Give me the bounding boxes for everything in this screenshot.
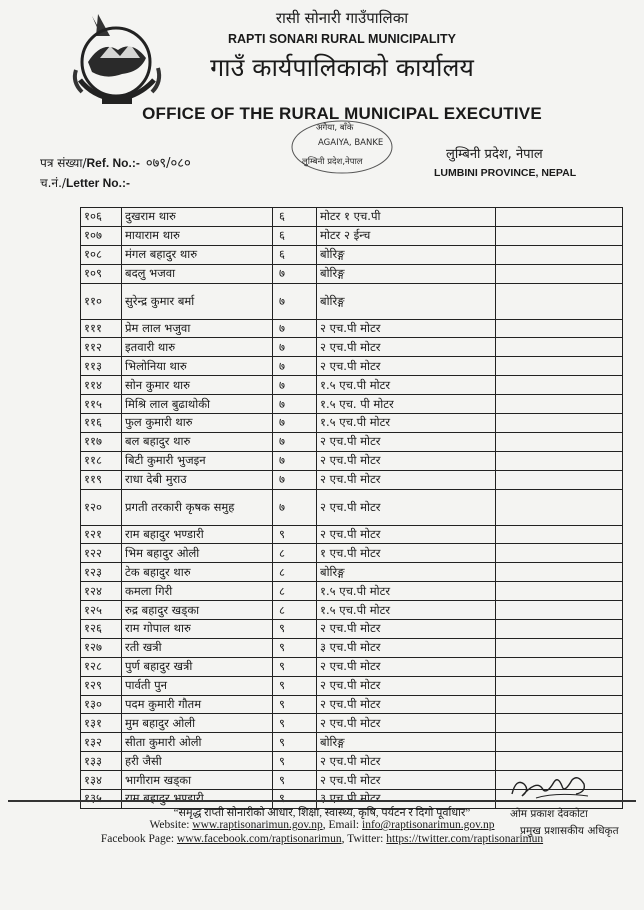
table-row	[81, 226, 623, 245]
ward-number-cell: ७	[273, 470, 317, 489]
ward-number-cell: ९	[273, 752, 317, 771]
beneficiary-name-cell: भागीराम खड्का	[122, 771, 273, 790]
serial-number-cell: १३४	[81, 771, 122, 790]
beneficiary-name-cell: भिम बहादुर ओली	[122, 544, 273, 563]
remarks-cell	[496, 451, 623, 470]
ward-number-cell: ७	[273, 264, 317, 283]
serial-number-cell: १२९	[81, 676, 122, 695]
footer-motto: “समृद्ध राप्ती सोनारीको आधार, शिक्षा, स्वास्थ्य, कृषि, पर्यटन र दिगो पूर्वाधार”	[173, 807, 471, 819]
item-cell: २ एच.पी मोटर	[317, 489, 496, 525]
serial-number-cell: १०८	[81, 245, 122, 264]
ward-number-cell: ९	[273, 525, 317, 544]
serial-number-cell: १२५	[81, 601, 122, 620]
beneficiary-name-cell: राम बहादुर भण्डारी	[122, 790, 273, 809]
signatory-title: प्रमुख प्रशासकीय अधिकृत	[520, 825, 619, 837]
serial-number-cell: १२३	[81, 563, 122, 582]
item-cell: २ एच.पी मोटर	[317, 470, 496, 489]
beneficiary-name-cell: इतवारी थारु	[122, 338, 273, 357]
serial-number-cell: १३१	[81, 714, 122, 733]
remarks-cell	[496, 245, 623, 264]
letter-label-nepali: च.नं./	[40, 176, 66, 190]
remarks-cell	[496, 226, 623, 245]
remarks-cell	[496, 414, 623, 433]
twitter-link[interactable]: https://twitter.com/raptisonarimun	[386, 833, 544, 845]
ward-number-cell: ७	[273, 319, 317, 338]
ward-number-cell: ७	[273, 376, 317, 395]
ward-number-cell: ६	[273, 208, 317, 227]
footer-social-line: Facebook Page: www.facebook.com/raptisonarimun, Twitter: https://twitter.com/raptisonarimun	[100, 833, 544, 845]
remarks-cell	[496, 489, 623, 525]
item-cell: २ एच.पी मोटर	[317, 752, 496, 771]
beneficiary-name-cell: प्रेम लाल भजुवा	[122, 319, 273, 338]
beneficiary-name-cell: सोन कुमार थारु	[122, 376, 273, 395]
ward-number-cell: ९	[273, 620, 317, 639]
beneficiary-name-cell: पुर्ण बहादुर खत्री	[122, 657, 273, 676]
ward-number-cell: ६	[273, 245, 317, 264]
facebook-label: Facebook Page:	[100, 833, 175, 845]
serial-number-cell: १११	[81, 319, 122, 338]
item-cell: बोरिङ्ग	[317, 733, 496, 752]
table-row	[81, 245, 623, 264]
remarks-cell	[496, 695, 623, 714]
website-label: Website:	[149, 819, 190, 831]
item-cell: १.५ एच.पी मोटर	[317, 601, 496, 620]
table-row	[81, 470, 623, 489]
serial-number-cell: १०९	[81, 264, 122, 283]
table-row	[81, 357, 623, 376]
footer-contact-line: Website: www.raptisonarimun.gov.np, Email: info@raptisonarimun.gov.np	[149, 819, 495, 831]
table-row	[81, 676, 623, 695]
email-label: Email:	[328, 819, 360, 831]
province-english: LUMBINI PROVINCE, NEPAL	[434, 167, 577, 179]
footer-divider	[8, 800, 636, 802]
serial-number-cell: ११६	[81, 414, 122, 433]
ward-number-cell: ९	[273, 676, 317, 695]
serial-number-cell: १२७	[81, 638, 122, 657]
ward-number-cell: ८	[273, 582, 317, 601]
twitter-label: Twitter:	[347, 833, 384, 845]
beneficiary-name-cell: रती खत्री	[122, 638, 273, 657]
item-cell: १ एच.पी मोटर	[317, 544, 496, 563]
remarks-cell	[496, 676, 623, 695]
serial-number-cell: ११३	[81, 357, 122, 376]
table-row	[81, 544, 623, 563]
ward-number-cell: ७	[273, 357, 317, 376]
stamp-line-3: लुम्बिनी प्रदेश,नेपाल	[302, 157, 363, 167]
beneficiary-name-cell: फुल कुमारी थारु	[122, 414, 273, 433]
item-cell: १.५ एच.पी मोटर	[317, 582, 496, 601]
ward-number-cell: ६	[273, 226, 317, 245]
remarks-cell	[496, 357, 623, 376]
remarks-cell	[496, 470, 623, 489]
item-cell: ३ एच.पी मोटर	[317, 790, 496, 809]
item-cell: २ एच.पी मोटर	[317, 771, 496, 790]
serial-number-cell: ११०	[81, 283, 122, 319]
ward-number-cell: ८	[273, 544, 317, 563]
remarks-cell	[496, 525, 623, 544]
table-row	[81, 582, 623, 601]
serial-number-cell: १२८	[81, 657, 122, 676]
beneficiary-name-cell: मायाराम थारु	[122, 226, 273, 245]
table-row	[81, 525, 623, 544]
serial-number-cell: १३३	[81, 752, 122, 771]
remarks-cell	[496, 338, 623, 357]
ward-number-cell: ७	[273, 451, 317, 470]
beneficiary-name-cell: पदम कुमारी गौतम	[122, 695, 273, 714]
item-cell: २ एच.पी मोटर	[317, 432, 496, 451]
ward-number-cell: ७	[273, 338, 317, 357]
table-row	[81, 620, 623, 639]
item-cell: ३ एच.पी मोटर	[317, 638, 496, 657]
beneficiary-name-cell: कमला गिरी	[122, 582, 273, 601]
item-cell: १.५ एच.पी मोटर	[317, 376, 496, 395]
serial-number-cell: १२२	[81, 544, 122, 563]
item-cell: २ एच.पी मोटर	[317, 525, 496, 544]
table-row	[81, 451, 623, 470]
item-cell: बोरिङ्ग	[317, 563, 496, 582]
beneficiary-name-cell: सुरेन्द्र कुमार बर्मा	[122, 283, 273, 319]
table-row	[81, 376, 623, 395]
item-cell: २ एच.पी मोटर	[317, 714, 496, 733]
handwritten-signature	[506, 770, 592, 804]
municipality-name-english: RAPTI SONARI RURAL MUNICIPALITY	[227, 32, 456, 46]
ward-number-cell: ९	[273, 771, 317, 790]
remarks-cell	[496, 638, 623, 657]
serial-number-cell: १२०	[81, 489, 122, 525]
serial-number-cell: ११५	[81, 395, 122, 414]
item-cell: २ एच.पी मोटर	[317, 695, 496, 714]
letter-number	[40, 174, 130, 191]
serial-number-cell: १३५	[81, 790, 122, 809]
table-row	[81, 319, 623, 338]
table-row	[81, 208, 623, 227]
serial-number-cell: १२१	[81, 525, 122, 544]
remarks-cell	[496, 752, 623, 771]
table-row	[81, 752, 623, 771]
beneficiary-name-cell: दुखराम थारु	[122, 208, 273, 227]
beneficiary-table-body	[81, 208, 623, 809]
serial-number-cell: १२४	[81, 582, 122, 601]
letter-label-english: Letter No.:-	[65, 176, 130, 190]
serial-number-cell: ११७	[81, 432, 122, 451]
office-name-nepali: गाउँ कार्यपालिकाको कार्यालय	[210, 53, 474, 82]
beneficiary-name-cell: मुम बहादुर ओली	[122, 714, 273, 733]
remarks-cell	[496, 283, 623, 319]
item-cell: बोरिङ्ग	[317, 245, 496, 264]
table-row	[81, 695, 623, 714]
item-cell: १.५ एच. पी मोटर	[317, 395, 496, 414]
beneficiary-name-cell: टेक बहादुर थारु	[122, 563, 273, 582]
serial-number-cell: १३२	[81, 733, 122, 752]
province-nepali: लुम्बिनी प्रदेश, नेपाल	[446, 147, 543, 162]
table-row	[81, 638, 623, 657]
beneficiary-table	[80, 207, 623, 809]
remarks-cell	[496, 319, 623, 338]
email-link[interactable]: info@raptisonarimun.gov.np	[362, 819, 495, 831]
stamp-line-1: अगैया, बाँके	[316, 123, 354, 133]
stamp-line-2: AGAIYA, BANKE	[318, 138, 384, 148]
beneficiary-name-cell: भिलोनिया थारु	[122, 357, 273, 376]
serial-number-cell: ११८	[81, 451, 122, 470]
table-row	[81, 414, 623, 433]
ward-number-cell: ७	[273, 432, 317, 451]
table-row	[81, 283, 623, 319]
beneficiary-name-cell: बल बहादुर थारु	[122, 432, 273, 451]
ward-number-cell: ९	[273, 733, 317, 752]
table-row	[81, 563, 623, 582]
ward-number-cell: ९	[273, 790, 317, 809]
item-cell: १.५ एच.पी मोटर	[317, 414, 496, 433]
ward-number-cell: ९	[273, 638, 317, 657]
table-row	[81, 733, 623, 752]
table-row	[81, 489, 623, 525]
table-row	[81, 264, 623, 283]
table-row	[81, 657, 623, 676]
ward-number-cell: ८	[273, 563, 317, 582]
ward-number-cell: ९	[273, 657, 317, 676]
item-cell: २ एच.पी मोटर	[317, 357, 496, 376]
table-row	[81, 338, 623, 357]
serial-number-cell: ११२	[81, 338, 122, 357]
facebook-link[interactable]: www.facebook.com/raptisonarimun	[176, 833, 342, 845]
item-cell: २ एच.पी मोटर	[317, 620, 496, 639]
serial-number-cell: ११९	[81, 470, 122, 489]
item-cell: २ एच.पी मोटर	[317, 319, 496, 338]
table-row	[81, 601, 623, 620]
item-cell: बोरिङ्ग	[317, 264, 496, 283]
ward-number-cell: ७	[273, 414, 317, 433]
beneficiary-name-cell: राम बहादुर भण्डारी	[122, 525, 273, 544]
beneficiary-name-cell: प्रगती तरकारी कृषक समुह	[122, 489, 273, 525]
remarks-cell	[496, 601, 623, 620]
table-row	[81, 432, 623, 451]
item-cell: मोटर १ एच.पी	[317, 208, 496, 227]
serial-number-cell: १०७	[81, 226, 122, 245]
item-cell: २ एच.पी मोटर	[317, 676, 496, 695]
remarks-cell	[496, 733, 623, 752]
beneficiary-name-cell: सीता कुमारी ओली	[122, 733, 273, 752]
table-row	[81, 714, 623, 733]
ward-number-cell: ९	[273, 695, 317, 714]
item-cell: २ एच.पी मोटर	[317, 657, 496, 676]
remarks-cell	[496, 714, 623, 733]
beneficiary-name-cell: मंगल बहादुर थारु	[122, 245, 273, 264]
remarks-cell	[496, 620, 623, 639]
ward-number-cell: ७	[273, 489, 317, 525]
remarks-cell	[496, 563, 623, 582]
municipality-name-nepali: रासी सोनारी गाउँपालिका	[275, 9, 409, 27]
serial-number-cell: १३०	[81, 695, 122, 714]
serial-number-cell: १२६	[81, 620, 122, 639]
ref-label-nepali: पत्र संख्या/	[40, 156, 87, 170]
signatory-name: ओम प्रकाश देवकोटा	[510, 808, 588, 820]
beneficiary-name-cell: मिश्रि लाल बुढाथोकी	[122, 395, 273, 414]
item-cell: मोटर २ ईन्च	[317, 226, 496, 245]
office-stamp	[288, 118, 396, 176]
item-cell: २ एच.पी मोटर	[317, 338, 496, 357]
remarks-cell	[496, 582, 623, 601]
table-row	[81, 395, 623, 414]
remarks-cell	[496, 264, 623, 283]
beneficiary-name-cell: बदलु भजवा	[122, 264, 273, 283]
beneficiary-name-cell: हरी जैसी	[122, 752, 273, 771]
beneficiary-name-cell: पार्वती पुन	[122, 676, 273, 695]
beneficiary-name-cell: बिटी कुमारी भुजइन	[122, 451, 273, 470]
beneficiary-name-cell: रुद्र बहादुर खड्का	[122, 601, 273, 620]
office-name-english: OFFICE OF THE RURAL MUNICIPAL EXECUTIVE	[142, 104, 542, 123]
beneficiary-name-cell: राम गोपाल थारु	[122, 620, 273, 639]
remarks-cell	[496, 544, 623, 563]
serial-number-cell: ११४	[81, 376, 122, 395]
item-cell: २ एच.पी मोटर	[317, 451, 496, 470]
website-link[interactable]: www.raptisonarimun.gov.np	[192, 819, 323, 831]
ref-value: ०७९/०८०	[145, 156, 191, 171]
ref-label-english: Ref. No.:-	[86, 156, 140, 170]
remarks-cell	[496, 657, 623, 676]
ward-number-cell: ७	[273, 395, 317, 414]
ward-number-cell: ९	[273, 714, 317, 733]
item-cell: बोरिङ्ग	[317, 283, 496, 319]
remarks-cell	[496, 376, 623, 395]
remarks-cell	[496, 395, 623, 414]
ward-number-cell: ७	[273, 283, 317, 319]
remarks-cell	[496, 432, 623, 451]
ward-number-cell: ८	[273, 601, 317, 620]
reference-number	[40, 153, 191, 171]
remarks-cell	[496, 208, 623, 227]
serial-number-cell: १०६	[81, 208, 122, 227]
beneficiary-name-cell: राधा देबी मुराउ	[122, 470, 273, 489]
